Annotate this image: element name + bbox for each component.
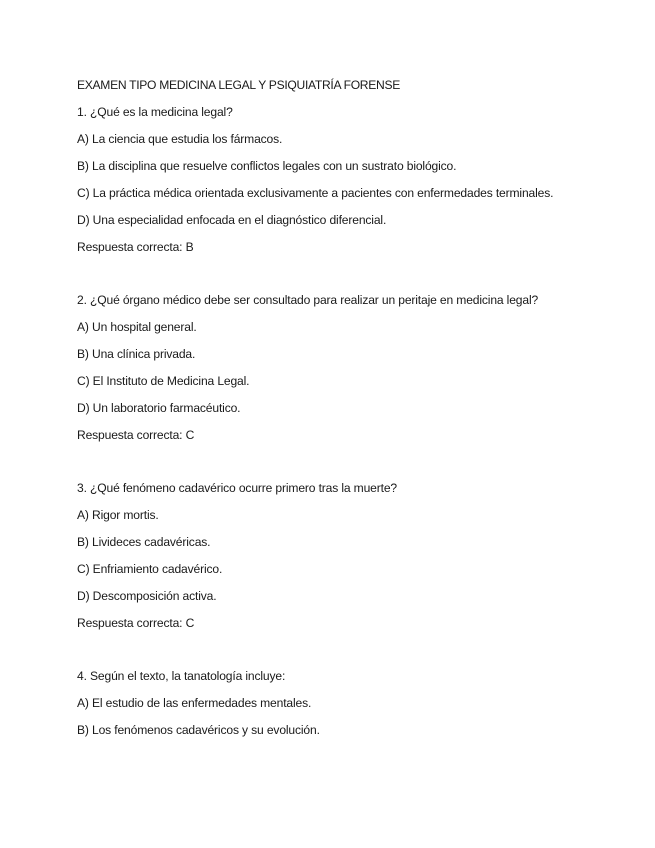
correct-answer: Respuesta correcta: C: [77, 428, 195, 442]
option-c: C) La práctica médica orientada exclusivamente a pacientes con enfermedades terminales.: [77, 186, 554, 200]
option-b: B) Una clínica privada.: [77, 347, 196, 361]
option-b: B) La disciplina que resuelve conflictos legales con un sustrato biológico.: [77, 159, 457, 173]
option-a: A) El estudio de las enfermedades mentales.: [77, 696, 312, 710]
option-d: D) Una especialidad enfocada en el diagnóstico diferencial.: [77, 213, 387, 227]
document-page: [77, 76, 577, 748]
option-a: A) Rigor mortis.: [77, 508, 159, 522]
option-d: D) Un laboratorio farmacéutico.: [77, 401, 241, 415]
question-text: 4. Según el texto, la tanatología incluye:: [77, 669, 286, 683]
option-c: C) Enfriamiento cadavérico.: [77, 562, 223, 576]
document-title: EXAMEN TIPO MEDICINA LEGAL Y PSIQUIATRÍA FORENSE: [77, 78, 400, 92]
question-text: 2. ¿Qué órgano médico debe ser consultado para realizar un peritaje en medicina legal?: [77, 293, 539, 307]
question-4: [77, 667, 577, 739]
question-1: [77, 103, 577, 256]
question-3: [77, 479, 577, 632]
option-b: B) Los fenómenos cadavéricos y su evolución.: [77, 723, 320, 737]
option-c: C) El Instituto de Medicina Legal.: [77, 374, 250, 388]
option-b: B) Livideces cadavéricas.: [77, 535, 211, 549]
question-2: [77, 291, 577, 444]
correct-answer: Respuesta correcta: C: [77, 616, 195, 630]
question-text: 1. ¿Qué es la medicina legal?: [77, 105, 233, 119]
option-a: A) La ciencia que estudia los fármacos.: [77, 132, 283, 146]
correct-answer: Respuesta correcta: B: [77, 240, 194, 254]
option-d: D) Descomposición activa.: [77, 589, 217, 603]
option-a: A) Un hospital general.: [77, 320, 197, 334]
question-text: 3. ¿Qué fenómeno cadavérico ocurre primero tras la muerte?: [77, 481, 397, 495]
